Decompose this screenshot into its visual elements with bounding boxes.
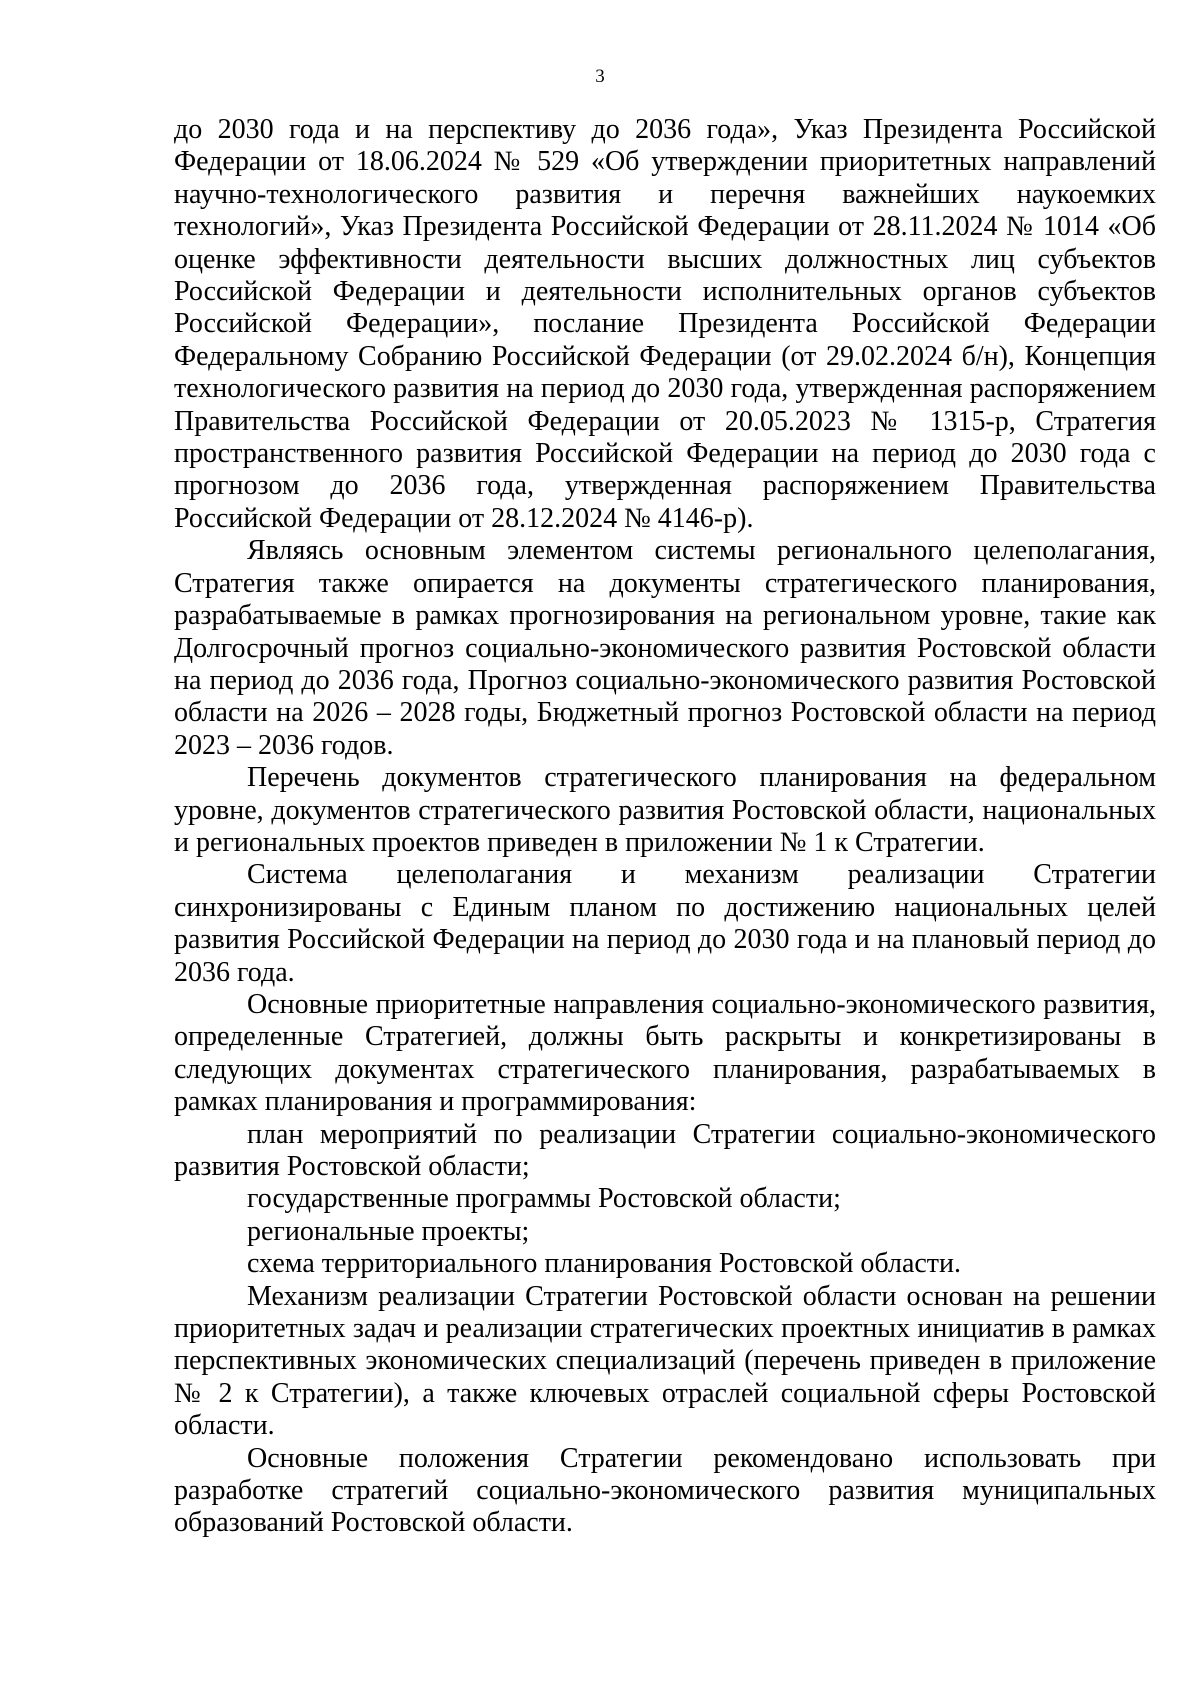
- list-item-territorial-planning: схема территориального планирования Ростовской области.: [247, 1248, 962, 1280]
- list-item-regional-projects: региональные проекты;: [247, 1215, 530, 1247]
- paragraph-documents-list: Перечень документов стратегического планирования на федеральном уровне, документов стратегического развития Ростовской области, национальных и региональных проектов приведен в приложении № 1 к Стратегии.: [174, 762, 1156, 858]
- list-item-action-plan: план мероприятий по реализации Стратегии социально-экономического развития Ростовской области;: [174, 1118, 1156, 1182]
- document-body: [174, 114, 1156, 1540]
- paragraph-goal-system: Система целеполагания и механизм реализации Стратегии синхронизированы с Единым планом по достижению национальных целей развития Российской Федерации на период до 2030 года и на плановый период до 2036 года.: [174, 859, 1156, 988]
- list-item-state-programs: государственные программы Ростовской области;: [247, 1183, 841, 1215]
- paragraph-implementation-mechanism: Механизм реализации Стратегии Ростовской области основан на решении приоритетных задач и реализации стратегических проектных инициатив в рамках перспективных экономических специализаций (перечень приведен в приложение № 2 к Стратегии), а также ключевых отраслей социальной сферы Ростовской области.: [174, 1280, 1156, 1442]
- page-number: 3: [595, 66, 605, 87]
- paragraph-priority-directions: Основные приоритетные направления социально-экономического развития, определенные Стратегией, должны быть раскрыты и конкретизированы в следующих документах стратегического планирования, разрабатываемых в рамках планирования и программирования:: [174, 988, 1156, 1118]
- paragraph-continuation: до 2030 года и на перспективу до 2036 года», Указ Президента Российской Федерации от 18.06.2024 № 529 «Об утверждении приоритетных направлений научно-технологического развития и перечня важнейших наукоемких технологий», Указ Президента Российской Федерации от 28.11.2024 № 1014 «Об оценке эффективности деятельности высших должностных лиц субъектов Российской Федерации и деятельности исполнительных органов субъектов Российской Федерации», послание Президента Российской Федерации Федеральному Собранию Российской Федерации (от 29.02.2024 б/н), Концепция технологического развития на период до 2030 года, утвержденная распоряжением Правительства Российской Федерации от 20.05.2023 № 1315-р, Стратегия пространственного развития Российской Федерации на период до 2030 года с прогнозом до 2036 года, утвержденная распоряжением Правительства Российской Федерации от 28.12.2024 № 4146-р).: [174, 114, 1156, 534]
- paragraph-regional-goal-setting: Являясь основным элементом системы регионального целеполагания, Стратегия также опирается на документы стратегического планирования, разрабатываемые в рамках прогнозирования на региональном уровне, такие как Долгосрочный прогноз социально-экономического развития Ростовской области на период до 2036 года, Прогноз социально-экономического развития Ростовской области на 2026 – 2028 годы, Бюджетный прогноз Ростовской области на период 2023 – 2036 годов.: [174, 535, 1156, 761]
- paragraph-municipal-recommendation: Основные положения Стратегии рекомендовано использовать при разработке стратегий социально-экономического развития муниципальных образований Ростовской области.: [174, 1442, 1156, 1539]
